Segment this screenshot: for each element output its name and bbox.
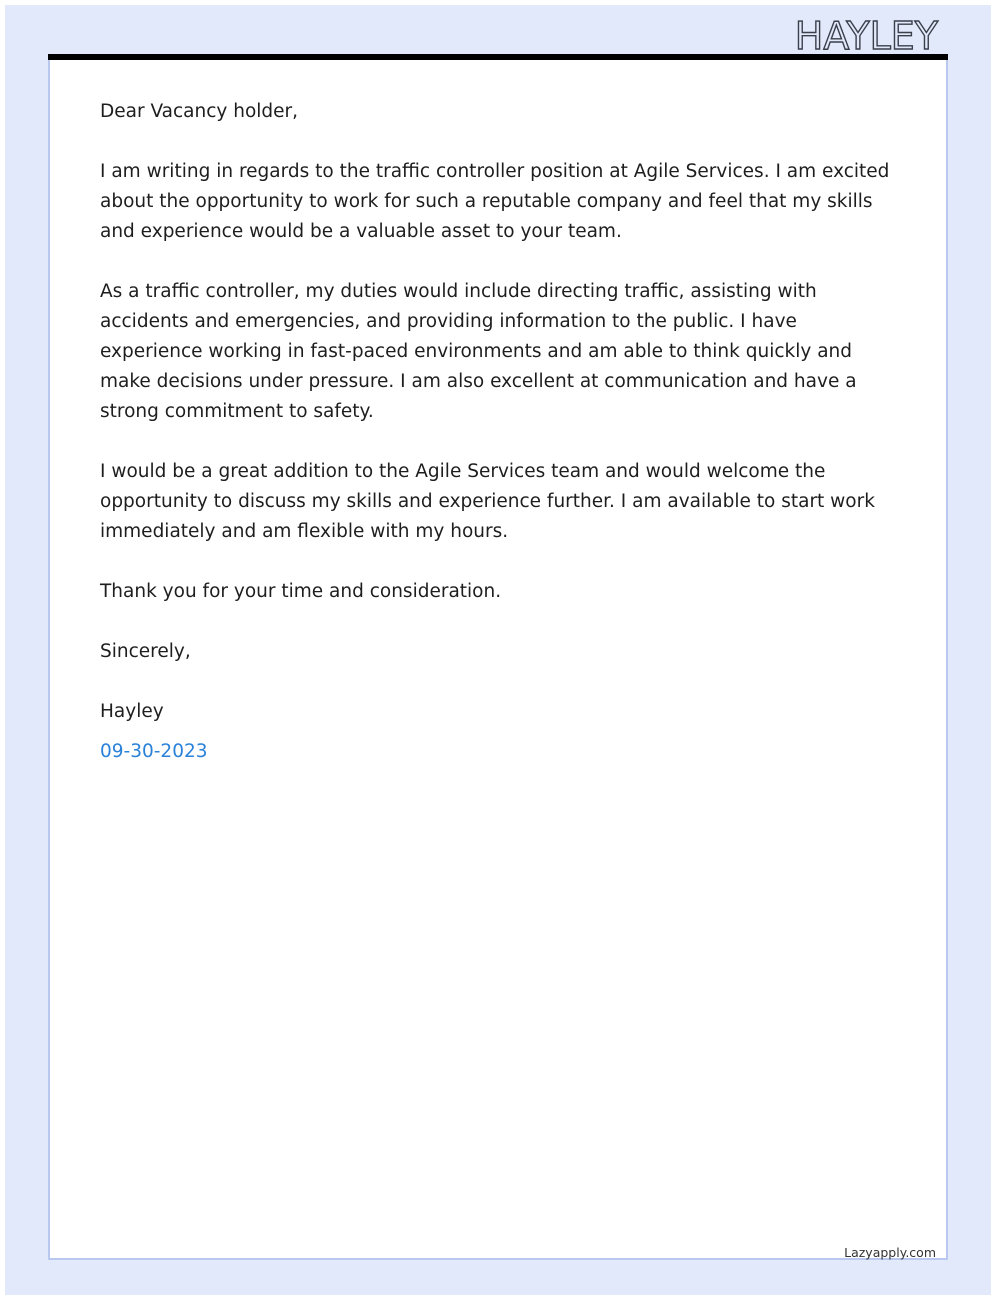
- paragraph-thanks: Thank you for your time and consideration.: [100, 581, 502, 602]
- watermark-text: Lazyapply.com: [844, 1245, 936, 1260]
- letter-date: 09-30-2023: [100, 741, 208, 762]
- salutation: Dear Vacancy holder,: [100, 101, 299, 122]
- applicant-name-header: HAYLEY: [794, 14, 938, 58]
- paragraph-duties: As a traffic controller, my duties would include directing traffic, assisting with accidents and emergencies, and providing information to the public. I have experience working in fast-paced environments and am able to think quickly and make decisions under pressure. I am also excellent at communication and have a strong commitment to safety.: [100, 281, 857, 422]
- paragraph-availability: I would be a great addition to the Agile Services team and would welcome the opportunity to discuss my skills and experience further. I am available to start work immediately and am flexible with my hours.: [100, 461, 875, 542]
- cover-letter-body: [100, 97, 900, 767]
- signature-name: Hayley: [100, 701, 164, 722]
- paragraph-intro: I am writing in regards to the traffic controller position at Agile Services. I am excited about the opportunity to work for such a reputable company and feel that my skills and experience would be a valuable asset to your team.: [100, 161, 890, 242]
- closing: Sincerely,: [100, 641, 191, 662]
